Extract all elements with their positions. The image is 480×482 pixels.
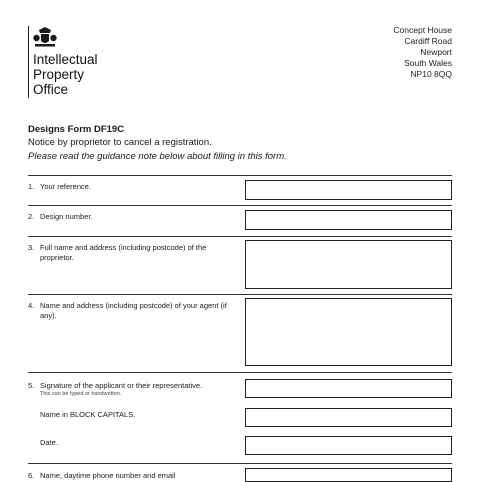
agent-field[interactable] <box>245 298 452 366</box>
question-2 <box>28 212 238 222</box>
design-number-field[interactable] <box>245 210 452 230</box>
question-number: 5. <box>28 381 35 390</box>
question-number: 1. <box>28 182 35 191</box>
section-divider <box>28 463 452 464</box>
section-divider <box>28 294 452 295</box>
address-line: NP10 8QQ <box>410 69 452 79</box>
question-6 <box>28 471 238 481</box>
question-text: Design number. <box>40 212 93 221</box>
proprietor-field[interactable] <box>245 240 452 289</box>
question-number: 3. <box>28 243 35 252</box>
signature-note: This can be typed or handwritten. <box>40 391 122 397</box>
section-divider <box>28 205 452 206</box>
logo-rule <box>28 26 29 98</box>
question-text: Full name and address (including postcode) of the proprietor. <box>40 243 207 262</box>
question-text: Your reference. <box>40 182 92 191</box>
block-capitals-label: Name in BLOCK CAPITALS. <box>40 410 136 419</box>
question-text: Name and address (including postcode) of your agent (if any). <box>40 301 227 320</box>
form-subtitle: Notice by proprietor to cancel a registration. <box>28 137 212 148</box>
address-line: Cardiff Road <box>404 36 452 46</box>
question-text: Signature of the applicant or their representative. <box>40 381 203 390</box>
address-line: South Wales <box>404 58 452 68</box>
org-name-line-2: Property <box>33 67 85 82</box>
reference-field[interactable] <box>245 180 452 200</box>
question-number: 6. <box>28 471 35 480</box>
question-number: 2. <box>28 212 35 221</box>
section-divider <box>28 236 452 237</box>
question-4 <box>28 301 238 320</box>
address-line: Concept House <box>393 25 452 35</box>
question-number: 4. <box>28 301 35 310</box>
block-capitals-field[interactable] <box>245 408 452 427</box>
form-title: Designs Form DF19C <box>28 124 125 135</box>
date-field[interactable] <box>245 436 452 455</box>
org-name-line-3: Office <box>33 82 69 97</box>
org-name-line-1: Intellectual <box>33 52 98 67</box>
question-3 <box>28 243 238 262</box>
section-divider <box>28 175 452 176</box>
address-line: Newport <box>420 47 452 57</box>
form-guidance: Please read the guidance note below about filling in this form. <box>28 151 287 162</box>
question-1 <box>28 182 238 192</box>
question-text: Name, daytime phone number and email <box>40 471 176 480</box>
royal-coat-of-arms-icon <box>33 26 57 48</box>
office-address <box>302 25 452 80</box>
section-divider <box>28 372 452 373</box>
signature-field[interactable] <box>245 379 452 398</box>
question-5 <box>28 381 238 391</box>
date-label: Date. <box>40 438 58 447</box>
